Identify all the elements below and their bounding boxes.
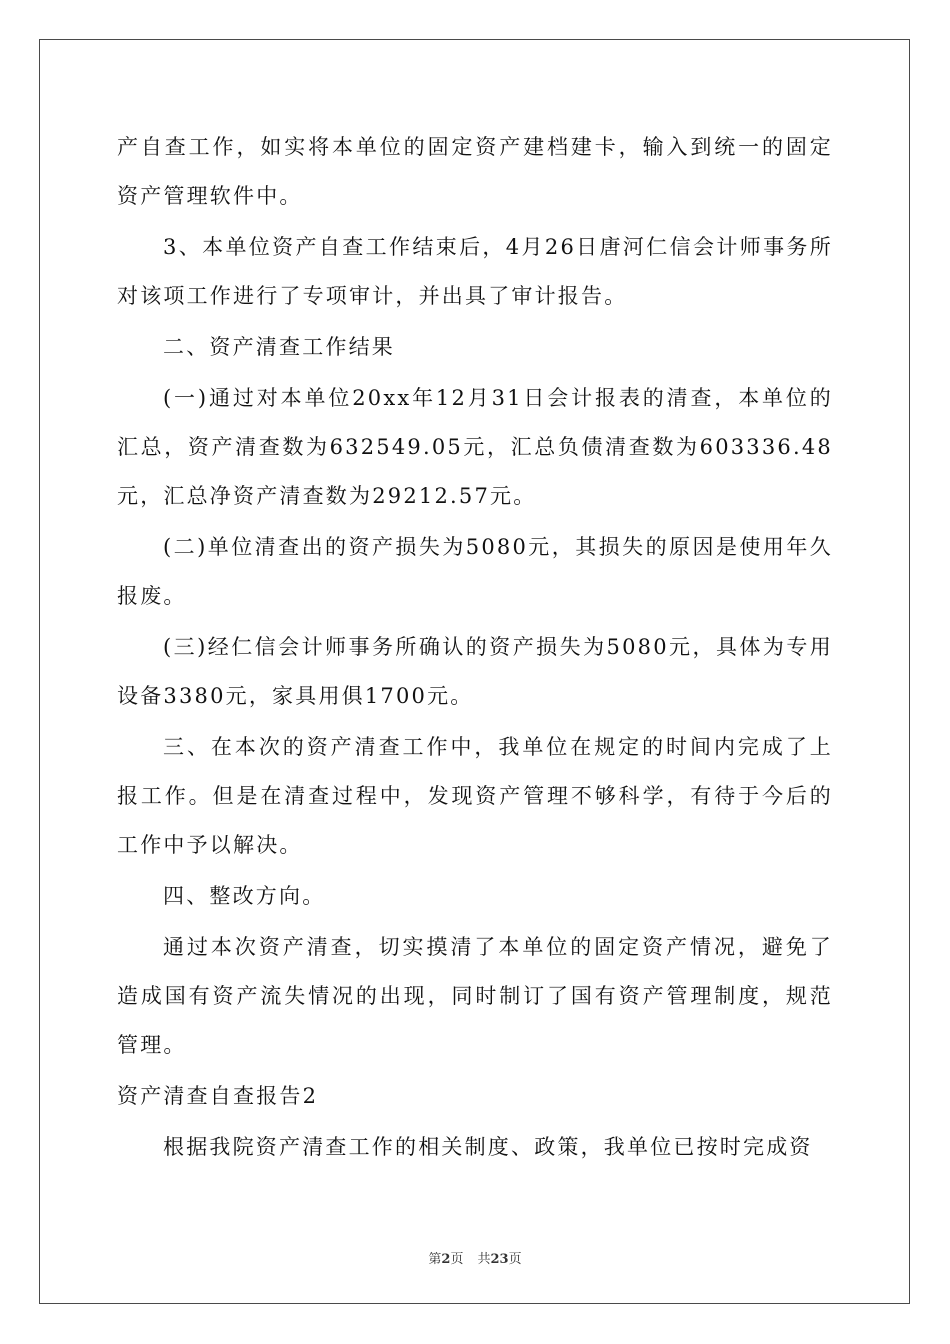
- section-heading: 四、整改方向。: [163, 884, 326, 908]
- paragraph: 根据我院资产清查工作的相关制度、政策，我单位已按时完成资: [163, 1135, 813, 1159]
- total-prefix: 共: [477, 1252, 491, 1267]
- total-pages: 23: [490, 1252, 509, 1267]
- paragraph: 3、本单位资产自查工作结束后，4月26日唐河仁信会计师事务所对该项工作进行了专项审计，并出具了审计报告。: [117, 235, 833, 308]
- paragraph: (二)单位清查出的资产损失为5080元，其损失的原因是使用年久报废。: [117, 535, 833, 608]
- page-prefix: 第: [428, 1252, 442, 1267]
- page-footer: [0, 1248, 950, 1267]
- paragraph: (一)通过对本单位20xx年12月31日会计报表的清查，本单位的汇总，资产清查数为632549.05元，汇总负债清查数为603336.48元，汇总净资产清查数为29212.57元。: [117, 386, 833, 508]
- paragraph: 通过本次资产清查，切实摸清了本单位的固定资产情况，避免了造成国有资产流失情况的出现，同时制订了国有资产管理制度，规范管理。: [117, 935, 833, 1057]
- section-heading: 二、资产清查工作结果: [163, 335, 395, 359]
- paragraph: (三)经仁信会计师事务所确认的资产损失为5080元，具体为专用设备3380元，家具用俱1700元。: [117, 635, 833, 708]
- document-body: [117, 123, 833, 1174]
- paragraph: 产自查工作，如实将本单位的固定资产建档建卡，输入到统一的固定资产管理软件中。: [117, 135, 833, 208]
- page-suffix: 页: [450, 1252, 464, 1267]
- report-title: 资产清查自查报告2: [117, 1084, 319, 1108]
- paragraph: 三、在本次的资产清查工作中，我单位在规定的时间内完成了上报工作。但是在清查过程中，发现资产管理不够科学，有待于今后的工作中予以解决。: [117, 735, 833, 857]
- total-suffix: 页: [508, 1252, 522, 1267]
- page-number: 2: [441, 1252, 451, 1267]
